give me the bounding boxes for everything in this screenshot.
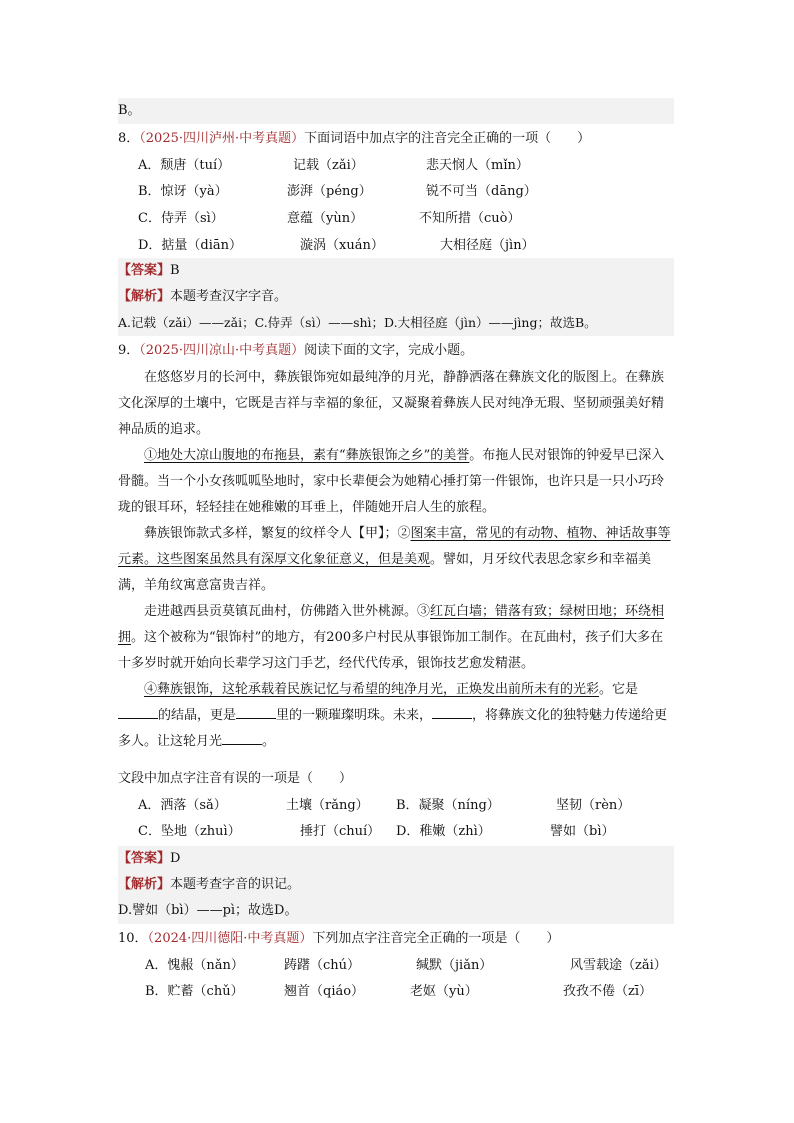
q9-analysis — [118, 872, 674, 898]
q9-option-b1: B．凝聚（níng） — [396, 798, 500, 813]
q10-stem-line — [118, 926, 674, 952]
q10-option-b4: 孜孜不倦（zī） — [563, 984, 653, 999]
q10-number: 10． — [118, 931, 148, 946]
q9-option-a1: A．洒落（sǎ） — [138, 798, 227, 813]
q8-option-c1: C．侍弄（sì） — [138, 211, 224, 226]
q9-option-c2: 捶打（chuí） — [300, 824, 381, 839]
q9-stem: 阅读下面的文字，完成小题。 — [304, 343, 474, 358]
fill-blank-1 — [118, 704, 158, 719]
q8-analysis — [118, 284, 674, 310]
q8-explanation — [118, 310, 674, 336]
q9-p5-part-1: 。它是 — [599, 682, 639, 697]
q9-number: 9． — [118, 343, 140, 358]
q9-paragraph-3 — [118, 521, 674, 599]
q9-p5-part-4: ，将彝族文化的独特魅力传递给更多人。让这轮月光 — [118, 708, 668, 749]
q8-source: （2025·四川泸州·中考真题） — [139, 131, 305, 146]
q9-answer — [118, 846, 674, 872]
fill-blank-4 — [222, 730, 262, 745]
q10-option-b1: B．贮蓄（chǔ） — [145, 984, 244, 999]
q9-p5-end: 。 — [262, 734, 276, 749]
q9-p3-rest: 。譬如，月牙纹代表思念家乡和幸福美满，羊角纹寓意富贵吉祥。 — [118, 552, 652, 593]
q8-number: 8． — [118, 131, 140, 146]
q9-answer-label: 【答案】 — [118, 851, 171, 866]
q9-p2-rest: 。布拖人民对银饰的钟爱早已深入骨髓。当一个小女孩呱呱坠地时，家中长辈便会为她精心捶打第一件银饰，也许只是一只小巧玲珑的银耳环，轻轻挂在她稚嫩的耳垂上，伴随她开启人生的旅程。 — [118, 448, 665, 515]
q9-p2-underlined: ①地处大凉山腹地的布拖县，素有“彝族银饰之乡”的美誉 — [144, 448, 470, 463]
q9-sub-stem-text: 文段中加点字注音有误的一项是（ ） — [118, 771, 353, 786]
q10-option-b3: 老妪（yù） — [410, 984, 478, 999]
q9-paragraph-1: 在悠悠岁月的长河中，彝族银饰宛如最纯净的月光，静静洒落在彝族文化的版图上。在彝族文化深厚的土壤中，它既是吉祥与幸福的象征，又凝聚着彝族人民对纯净无瑕、坚韧顽强美好精神品质的追求。 — [118, 370, 665, 437]
q9-p5-underlined: ④彝族银饰，这轮承载着民族记忆与希望的纯净月光，正焕发出前所未有的光彩 — [144, 682, 600, 697]
q9-option-d2: 譬如（bì） — [550, 824, 615, 839]
q10-source: （2024·四川德阳·中考真题） — [147, 931, 313, 946]
fill-blank-3 — [432, 704, 472, 719]
q9-option-c1: C．坠地（zhuì） — [138, 824, 241, 839]
q8-option-a1: A．颓唐（tuí） — [138, 158, 231, 173]
q9-source: （2025·四川凉山·中考真题） — [139, 343, 305, 358]
q8-stem-line — [118, 126, 674, 152]
q9-paragraph-2 — [118, 443, 674, 521]
q8-option-b2: 澎湃（péng） — [287, 184, 372, 199]
q8-answer-label: 【答案】 — [118, 263, 171, 278]
q8-option-d1: D．掂量（diān） — [138, 238, 243, 253]
q9-p4-start: 走进越西县贡莫镇瓦曲村，仿佛踏入世外桃源。③ — [144, 604, 431, 619]
q8-answer — [118, 258, 674, 284]
q8-analysis-label: 【解析】 — [118, 289, 171, 304]
q9-p4-rest: 。这个被称为“银饰村”的地方，有200多户村民从事银饰加工制作。在瓦曲村，孩子们大多在十多岁时就开始向长辈学习这门手艺，经代代传承，银饰技艺愈发精湛。 — [118, 630, 664, 671]
q8-option-d3: 大相径庭（jìn） — [440, 238, 535, 253]
q8-answer-value: B — [170, 263, 180, 278]
q8-option-b1: B．惊讶（yà） — [138, 184, 228, 199]
q9-p4-underlined: 红瓦白墙；错落有致；绿树田地；环绕相拥 — [118, 604, 665, 645]
q9-analysis-label: 【解析】 — [118, 877, 171, 892]
q10-option-b2: 翘首（qiáo） — [284, 984, 365, 999]
q9-sub-stem — [118, 766, 674, 792]
q9-answer-value: D — [170, 851, 181, 866]
q8-explanation-text: A.记载（zǎi）——zǎi；C.侍弄（sì）——shì；D.大相径庭（jìn）——jìng；故选B。 — [118, 315, 597, 330]
q8-option-b3: 锐不可当（dāng） — [426, 184, 537, 199]
q9-option-d1: D．稚嫩（zhì） — [396, 824, 491, 839]
q8-analysis-text: 本题考查汉字字音。 — [170, 289, 288, 304]
q8-stem: 下面词语中加点字的注音完全正确的一项（ ） — [304, 131, 591, 146]
q9-p5-part-3: 里的一颗璀璨明珠。未来， — [276, 708, 433, 723]
q9-analysis-text: 本题考查字音的识记。 — [170, 877, 301, 892]
q9-explanation-text: D.譬如（bì）——pì；故选D。 — [118, 903, 298, 918]
q9-explanation — [118, 898, 674, 924]
q7-tail-text: B。 — [118, 103, 141, 118]
fill-blank-2 — [236, 704, 276, 719]
q8-option-d2: 漩涡（xuán） — [300, 238, 384, 253]
q10-option-a1: A．愧赧（nǎn） — [145, 958, 244, 973]
q9-p3-underlined: 图案丰富，常见的有动物、植物、神话故事等元素。这些图案虽然具有深厚文化象征意义，但是美观 — [118, 526, 671, 567]
q10-option-a2: 踌躇（chú） — [284, 958, 361, 973]
q9-stem-line — [118, 338, 674, 364]
q8-option-a2: 记载（zǎi） — [293, 158, 364, 173]
q8-option-c3: 不知所措（cuò） — [419, 211, 521, 226]
q9-paragraph-5 — [118, 677, 674, 755]
q9-p5-part-2: 的结晶，更是 — [158, 708, 237, 723]
q9-paragraph-4 — [118, 599, 674, 677]
q9-p3-start: 彝族银饰款式多样，繁复的纹样令人【甲】；② — [144, 526, 411, 541]
q9-option-a2: 土壤（rǎng） — [286, 798, 369, 813]
q7-answer-tail — [118, 98, 674, 124]
q8-option-c2: 意蕴（yùn） — [287, 211, 364, 226]
q8-option-a3: 悲天悯人（mǐn） — [426, 158, 529, 173]
q9-option-b2: 坚韧（rèn） — [556, 798, 631, 813]
q9-passage — [118, 365, 674, 755]
q10-option-a3: 缄默（jiǎn） — [416, 958, 493, 973]
q10-stem: 下列加点字注音完全正确的一项是（ ） — [312, 931, 560, 946]
q10-option-a4: 风雪载途（zǎi） — [570, 958, 667, 973]
